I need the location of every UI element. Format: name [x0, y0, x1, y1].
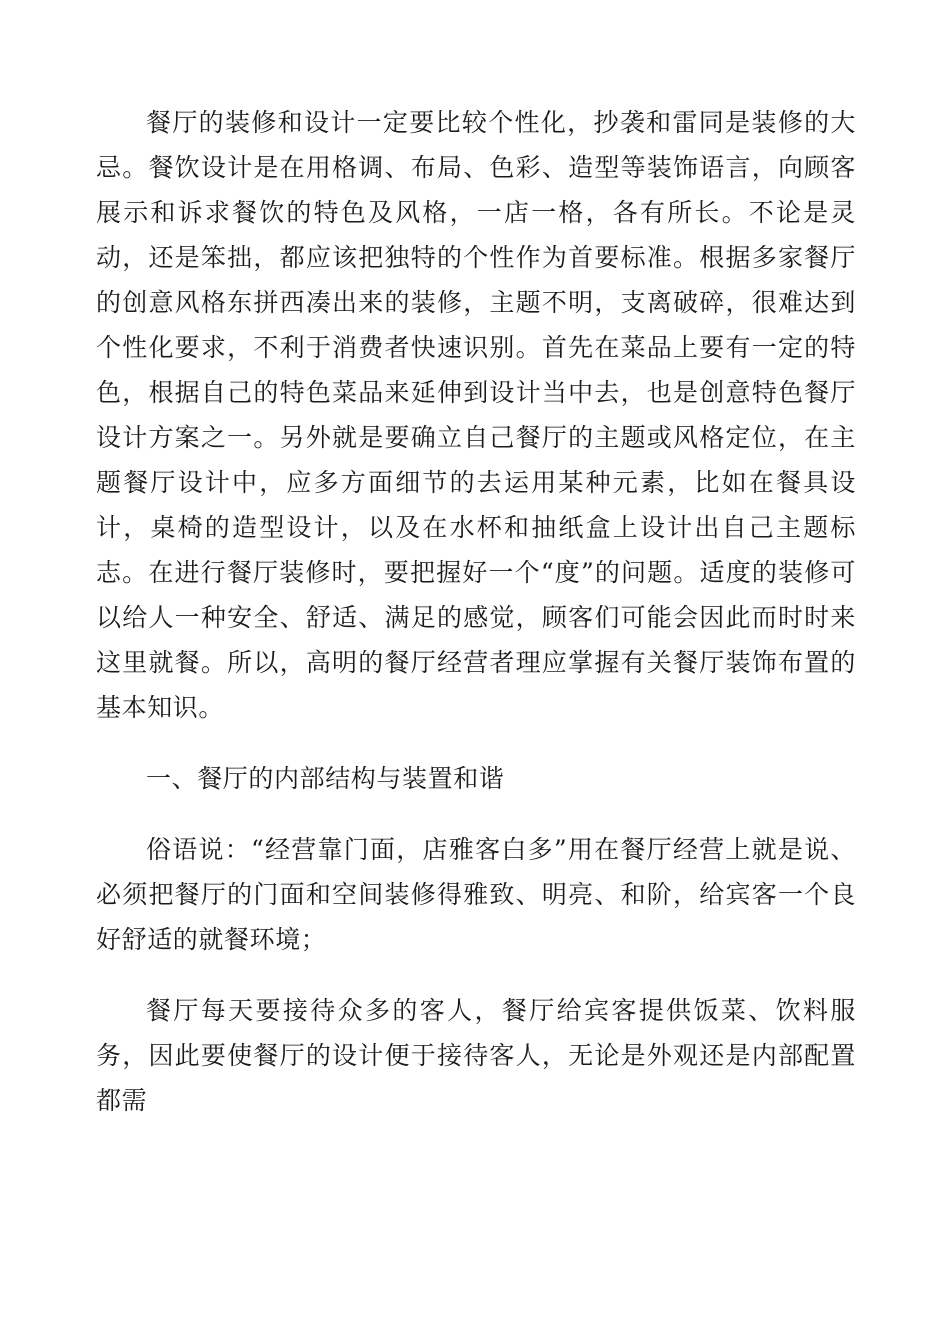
paragraph-service: 餐厅每天要接待众多的客人，餐厅给宾客提供饭菜、饮料服务，因此要使餐厅的设计便于接待客人，无论是外观还是内部配置都需	[96, 996, 856, 1115]
section-heading: 一、餐厅的内部结构与装置和谐	[146, 764, 505, 793]
paragraph-proverb: 俗语说：“经营靠门面，店雅客白多”用在餐厅经营上就是说、必须把餐厅的门面和空间装修得雅致、明亮、和阶，给宾客一个良好舒适的就餐环境；	[96, 835, 856, 954]
paragraph-intro: 餐厅的装修和设计一定要比较个性化，抄袭和雷同是装修的大忌。餐饮设计是在用格调、布局、色彩、造型等装饰语言，向顾客展示和诉求餐饮的特色及风格，一店一格，各有所长。不论是灵动，还是笨拙，都应该把独特的个性作为首要标准。根据多家餐厅的创意风格东拼西凑出来的装修，主题不明，支离破碎，很难达到个性化要求，不利于消费者快速识别。首先在菜品上要有一定的特色，根据自己的特色菜品来延伸到设计当中去，也是创意特色餐厅设计方案之一。另外就是要确立自己餐厅的主题或风格定位，在主题餐厅设计中，应多方面细节的去运用某种元素，比如在餐具设计，桌椅的造型设计，以及在水杯和抽纸盒上设计出自己主题标志。在进行餐厅装修时，要把握好一个“度”的问题。适度的装修可以给人一种安全、舒适、满足的感觉，顾客们可能会因此而时时来这里就餐。所以，高明的餐厅经营者理应掌握有关餐厅装饰布置的基本知识。	[96, 108, 856, 722]
document-body	[96, 100, 856, 1149]
